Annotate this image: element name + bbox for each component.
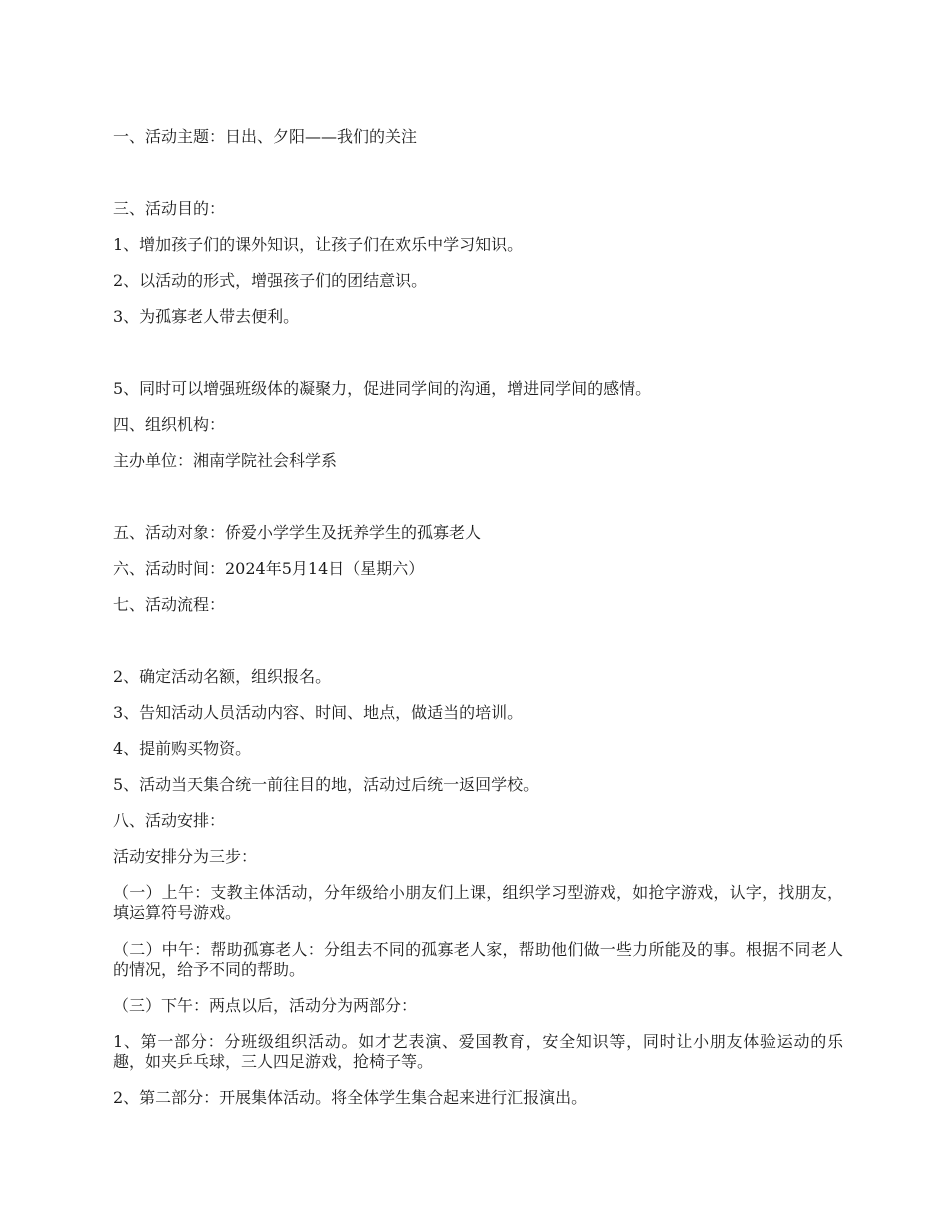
purpose-item-2: 2、以活动的形式，增强孩子们的团结意识。	[113, 271, 428, 290]
arrangement-morning-paragraph: （一）上午：支教主体活动，分年级给小朋友们上课，组织学习型游戏，如抢字游戏，认字，找朋友，填运算符号游戏。	[113, 883, 843, 922]
arrangement-intro-line: 活动安排分为三步：	[113, 847, 258, 866]
purpose-item-3: 3、为孤寡老人带去便利。	[113, 307, 300, 326]
arrangement-afternoon-line: （三）下午：两点以后，活动分为两部分：	[113, 996, 418, 1015]
process-item-5: 5、活动当天集合统一前往目的地，活动过后统一返回学校。	[113, 775, 540, 794]
activity-purpose-heading: 三、活动目的：	[113, 199, 226, 218]
afternoon-part-2-line: 2、第二部分：开展集体活动。将全体学生集合起来进行汇报演出。	[113, 1088, 588, 1107]
afternoon-part-1-paragraph: 1、第一部分：分班级组织活动。如才艺表演、爱国教育，安全知识等，同时让小朋友体验运动的乐趣，如夹乒乓球，三人四足游戏，抢椅子等。	[113, 1032, 843, 1071]
arrangement-noon-paragraph: （二）中午：帮助孤寡老人：分组去不同的孤寡老人家，帮助他们做一些力所能及的事。根据不同老人的情况，给予不同的帮助。	[113, 940, 843, 979]
activity-target-line: 五、活动对象：侨爱小学学生及抚养学生的孤寡老人	[113, 523, 482, 542]
process-item-2: 2、确定活动名额，组织报名。	[113, 667, 332, 686]
purpose-item-1: 1、增加孩子们的课外知识，让孩子们在欢乐中学习知识。	[113, 235, 524, 254]
activity-time-line: 六、活动时间：2024年5月14日（星期六）	[113, 559, 425, 578]
purpose-item-5: 5、同时可以增强班级体的凝聚力，促进同学间的沟通，增进同学间的感情。	[113, 379, 652, 398]
activity-theme-line: 一、活动主题：日出、夕阳——我们的关注	[113, 127, 418, 146]
activity-process-heading: 七、活动流程：	[113, 595, 226, 614]
process-item-4: 4、提前购买物资。	[113, 739, 252, 758]
process-item-3: 3、告知活动人员活动内容、时间、地点，做适当的培训。	[113, 703, 524, 722]
organization-heading: 四、组织机构：	[113, 415, 226, 434]
host-unit-line: 主办单位：湘南学院社会科学系	[113, 451, 338, 470]
activity-arrangement-heading: 八、活动安排：	[113, 811, 226, 830]
